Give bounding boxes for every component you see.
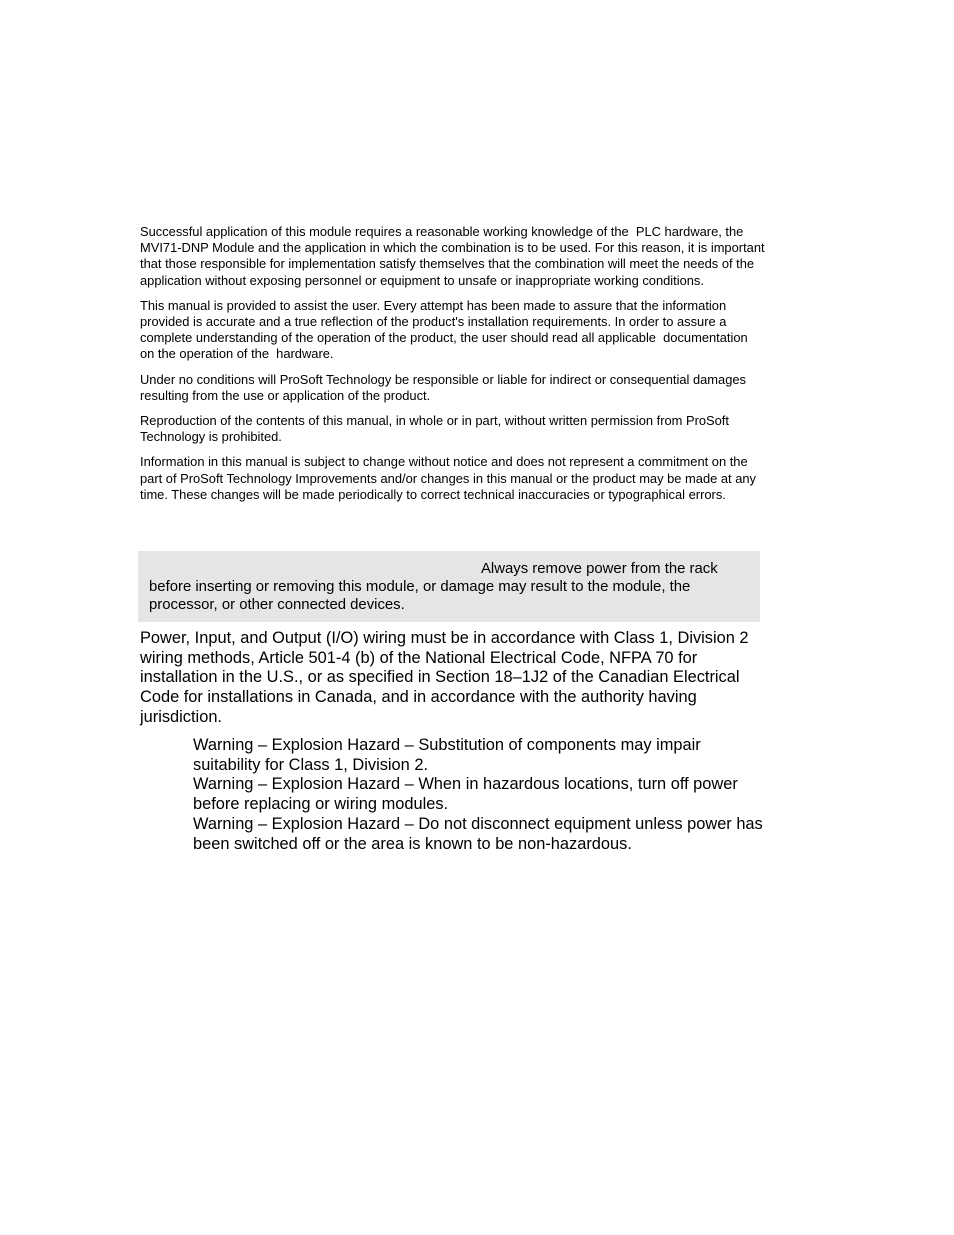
intro-section (140, 224, 769, 512)
intro-paragraph-reproduction: Reproduction of the contents of this manual, in whole or in part, without written permission from ProSoft Technology is prohibited. (140, 413, 733, 445)
power-notice-line-1: Always remove power from the rack (481, 561, 718, 577)
intro-paragraph-knowledge: Successful application of this module requires a reasonable working knowledge of the PLC hardware, the MVI71-DNP Module and the application in which the combination is to be used. For this reason, it is important that those responsible for implementation satisfy themselves that the combination will meet the needs of the application without exposing personnel or equipment to unsafe or inappropriate working conditions. (140, 224, 769, 288)
power-notice-box (138, 551, 760, 622)
explosion-warnings-list (193, 736, 768, 854)
warning-hazardous-locations: Warning – Explosion Hazard – When in hazardous locations, turn off power before replacing or wiring modules. (193, 775, 738, 814)
warning-disconnect: Warning – Explosion Hazard – Do not disconnect equipment unless power has been switched off or the area is known to be non-hazardous. (193, 814, 763, 853)
intro-paragraph-changes: Information in this manual is subject to change without notice and does not represent a commitment on the part of ProSoft Technology Improvements and/or changes in this manual or the product may be made at any time. These changes will be made periodically to correct technical inaccuracies or typographical errors. (140, 454, 760, 502)
intro-paragraph-liability: Under no conditions will ProSoft Technology be responsible or liable for indirect or consequential damages resulting from the use or application of the product. (140, 371, 750, 403)
intro-paragraph-manual-purpose: This manual is provided to assist the user. Every attempt has been made to assure that the information provided is accurate and a true reflection of the product's installation requirements. In order to assure a complete understanding of the operation of the product, the user should read all applicable documentation on the operation of the hardware. (140, 297, 752, 362)
warning-substitution: Warning – Explosion Hazard – Substitution of components may impair suitability for Class 1, Division 2. (193, 736, 701, 774)
wiring-requirements-text: Power, Input, and Output (I/O) wiring must be in accordance with Class 1, Division 2 wiring methods, Article 501-4 (b) of the National Electrical Code, NFPA 70 for installation in the U.S., or as specified in Section 18–1J2 of the Canadian Electrical Code for installations in Canada, and in accordance with the authority having jurisdiction. (140, 629, 749, 726)
power-notice-text: before inserting or removing this module, or damage may result to the module, the processor, or other connected devices. (149, 579, 691, 613)
